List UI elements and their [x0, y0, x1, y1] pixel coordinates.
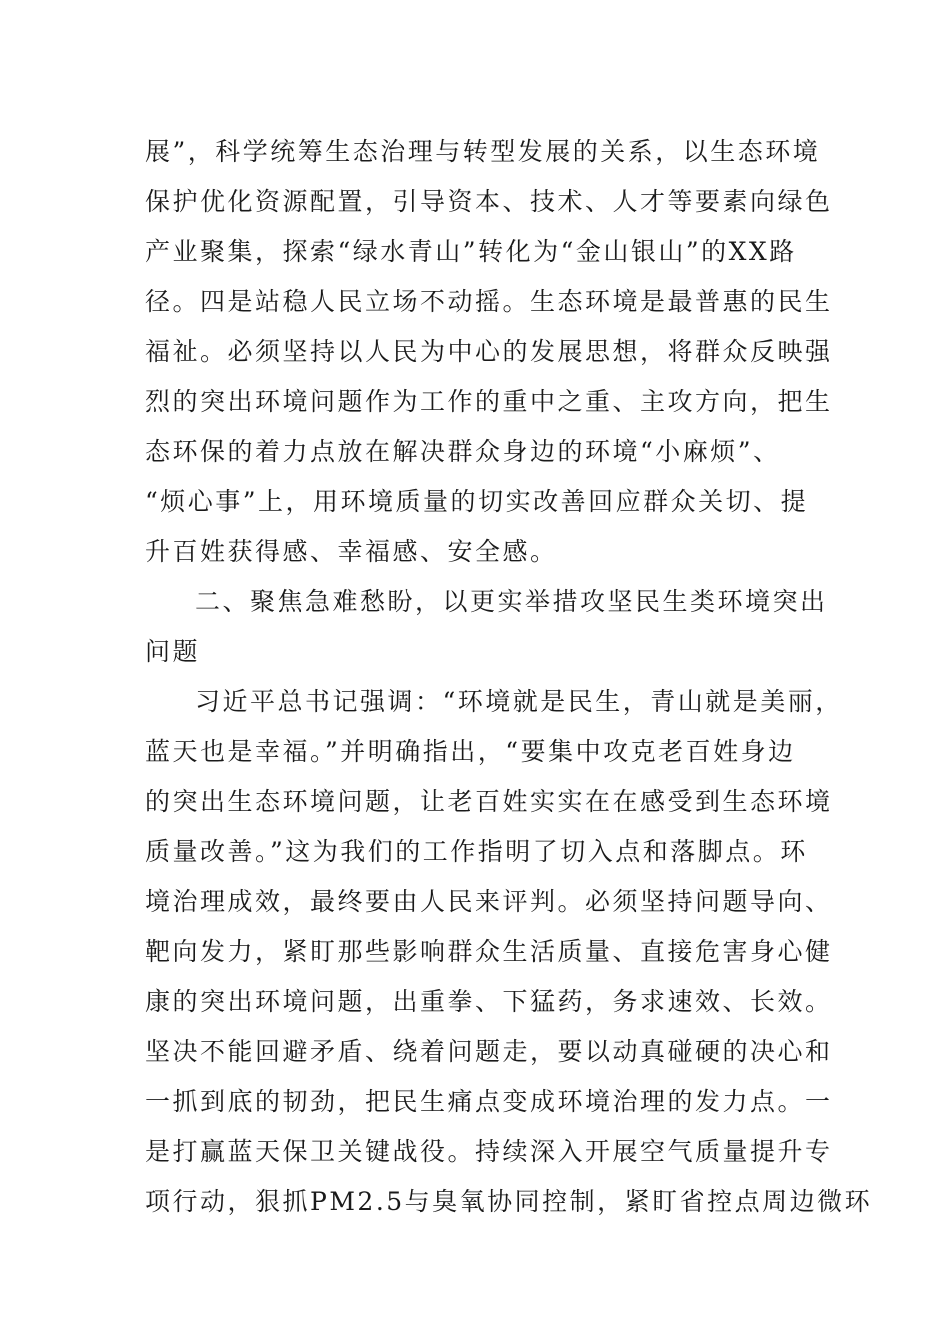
body-text-line: 保护优化资源配置，引导资本、技术、人才等要素向绿色: [145, 187, 833, 216]
body-text-line: 径。四是站稳人民立场不动摇。生态环境是最普惠的民生: [145, 287, 833, 316]
body-text-line: 是打赢蓝天保卫关键战役。持续深入开展空气质量提升专: [145, 1137, 833, 1166]
body-text-line: 福祉。必须坚持以人民为中心的发展思想，将群众反映强: [145, 337, 833, 366]
body-text-line: 烈的突出环境问题作为工作的重中之重、主攻方向，把生: [145, 387, 833, 416]
body-text-line: 的突出生态环境问题，让老百姓实实在在感受到生态环境: [145, 787, 833, 816]
body-text-line: 康的突出环境问题，出重拳、下猛药，务求速效、长效。: [145, 987, 833, 1016]
body-text-line: 一抓到底的韧劲，把民生痛点变成环境治理的发力点。一: [145, 1087, 833, 1116]
body-text-line: 境治理成效，最终要由人民来评判。必须坚持问题导向、: [145, 887, 833, 916]
body-text-line: 产业聚集，探索“绿水青山”转化为“金山银山”的XX路: [145, 237, 797, 266]
body-text-line: “烦心事”上，用环境质量的切实改善回应群众关切、提: [145, 487, 809, 516]
body-text-line: 态环保的着力点放在解决群众身边的环境“小麻烦”、: [145, 437, 781, 466]
body-text-line: 展”，科学统筹生态治理与转型发展的关系，以生态环境: [145, 137, 821, 166]
section-heading-continuation: 问题: [145, 637, 201, 666]
body-text-line: 蓝天也是幸福。”并明确指出，“要集中攻克老百姓身边: [145, 737, 796, 766]
body-text-line: 质量改善。”这为我们的工作指明了切入点和落脚点。环: [145, 837, 808, 866]
paragraph-first-line: 习近平总书记强调：“环境就是民生，青山就是美丽，: [195, 687, 843, 716]
body-text-line: 坚决不能回避矛盾、绕着问题走，要以动真碰硬的决心和: [145, 1037, 833, 1066]
body-text-line: 靶向发力，紧盯那些影响群众生活质量、直接危害身心健: [145, 937, 833, 966]
section-heading: 二、聚焦急难愁盼，以更实举措攻坚民生类环境突出: [195, 587, 828, 616]
body-text-line: 项行动，狠抓PM2.5与臭氧协同控制，紧盯省控点周边微环: [145, 1187, 873, 1216]
body-text-line: 升百姓获得感、幸福感、安全感。: [145, 537, 558, 566]
